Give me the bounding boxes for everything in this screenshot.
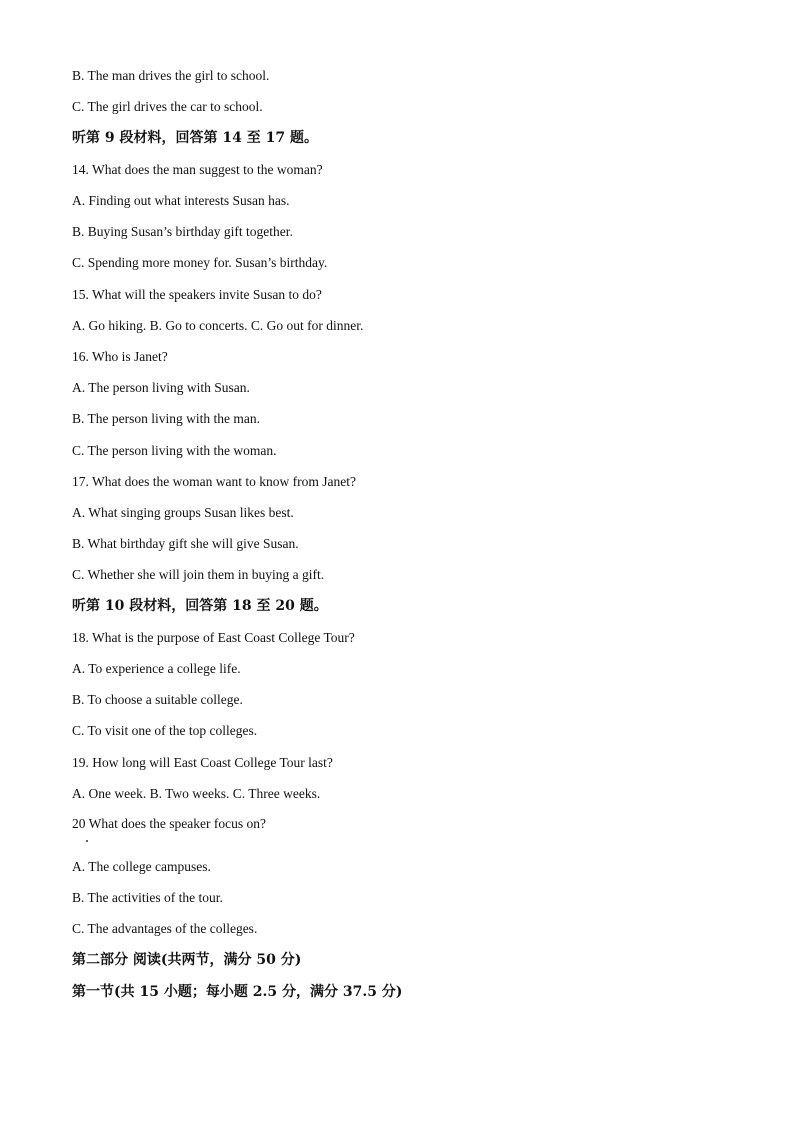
option-20a: A. The college campuses.: [72, 859, 211, 874]
option-17b: B. What birthday gift she will give Susan.: [72, 536, 299, 551]
question-16: 16. Who is Janet?: [72, 349, 168, 364]
question-19: 19. How long will East Coast College Tour last?: [72, 755, 333, 770]
option-16a: A. The person living with Susan.: [72, 380, 250, 395]
options-19: A. One week. B. Two weeks. C. Three weeks.: [72, 786, 321, 801]
question-14: 14. What does the man suggest to the woman?: [72, 162, 323, 177]
question-17: 17. What does the woman want to know from Janet?: [72, 474, 356, 489]
option-18c: C. To visit one of the top colleges.: [72, 723, 258, 738]
question-20: 20 What does the speaker focus on?: [72, 816, 266, 831]
option-13b: B. The man drives the girl to school.: [72, 68, 270, 83]
option-18a: A. To experience a college life.: [72, 661, 241, 676]
option-17a: A. What singing groups Susan likes best.: [72, 505, 294, 520]
option-13c: C. The girl drives the car to school.: [72, 99, 263, 114]
options-15: A. Go hiking. B. Go to concerts. C. Go out for dinner.: [72, 318, 364, 333]
option-17c: C. Whether she will join them in buying a gift.: [72, 567, 325, 582]
question-15: 15. What will the speakers invite Susan to do?: [72, 287, 322, 302]
question-18: 18. What is the purpose of East Coast College Tour?: [72, 630, 355, 645]
option-14a: A. Finding out what interests Susan has.: [72, 193, 290, 208]
section-one-heading: 第一节(共 15 小题；每小题 2.5 分，满分 37.5 分): [72, 984, 403, 1000]
section-heading-material-10: 听第 10 段材料，回答第 18 至 20 题。: [72, 598, 328, 614]
option-18b: B. To choose a suitable college.: [72, 692, 243, 707]
part-two-heading: 第二部分 阅读(共两节，满分 50 分): [72, 952, 302, 968]
option-14c: C. Spending more money for. Susan’s birthday.: [72, 255, 328, 270]
option-20b: B. The activities of the tour.: [72, 890, 223, 905]
option-16c: C. The person living with the woman.: [72, 443, 277, 458]
option-14b: B. Buying Susan’s birthday gift together.: [72, 224, 293, 239]
stray-dot-mark: [86, 840, 88, 842]
option-20c: C. The advantages of the colleges.: [72, 921, 258, 936]
option-16b: B. The person living with the man.: [72, 411, 260, 426]
section-heading-material-9: 听第 9 段材料，回答第 14 至 17 题。: [72, 130, 318, 146]
